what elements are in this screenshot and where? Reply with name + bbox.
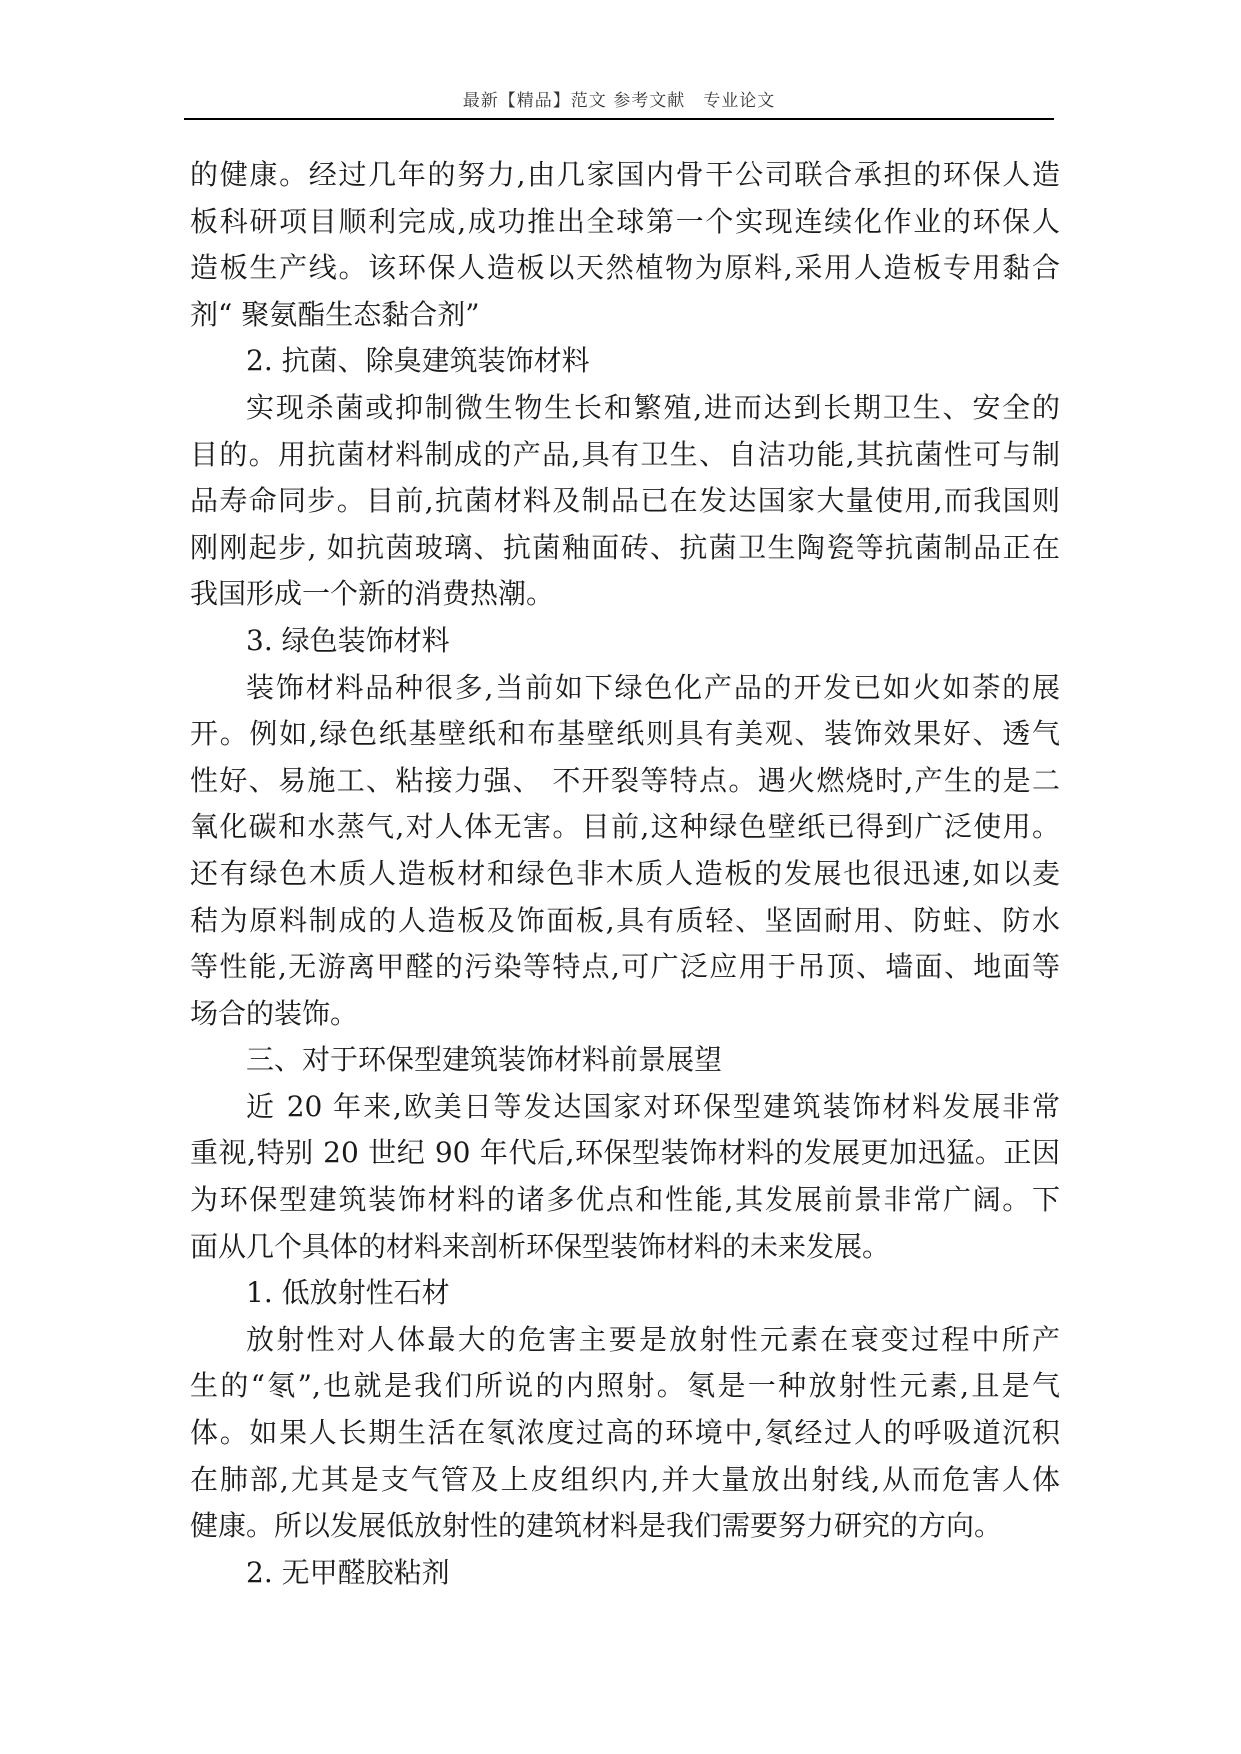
- text-line: 2. 无甲醛胶粘剂: [246, 1555, 450, 1589]
- text-line: 开。例如,绿色纸基壁纸和布基壁纸则具有美观、装饰效果好、透气: [190, 717, 1060, 751]
- text-line: 三、对于环保型建筑装饰材料前景展望: [246, 1043, 723, 1077]
- text-line: 还有绿色木质人造板材和绿色非木质人造板的发展也很迅速,如以麦: [190, 856, 1060, 890]
- text-line: 装饰材料品种很多,当前如下绿色化产品的开发已如火如荼的展: [246, 670, 1060, 704]
- text-line: 造板生产线。该环保人造板以天然植物为原料,采用人造板专用黏合: [190, 251, 1060, 285]
- text-line: 在肺部,尤其是支气管及上皮组织内,并大量放出射线,从而危害人体: [190, 1462, 1060, 1496]
- header-rule: [184, 118, 1054, 120]
- text-line: 1. 低放射性石材: [246, 1276, 450, 1310]
- text-line: 剂“ 聚氨酯生态黏合剂”: [190, 297, 480, 331]
- text-line: 为环保型建筑装饰材料的诸多优点和性能,其发展前景非常广阔。下: [190, 1183, 1060, 1217]
- text-line: 体。如果人长期生活在氡浓度过高的环境中,氡经过人的呼吸道沉积: [190, 1416, 1060, 1450]
- text-line: 我国形成一个新的消费热潮。: [190, 577, 555, 611]
- text-line: 目的。用抗菌材料制成的产品,具有卫生、自洁功能,其抗菌性可与制: [190, 437, 1060, 471]
- text-line: 放射性对人体最大的危害主要是放射性元素在衰变过程中所产: [246, 1322, 1060, 1356]
- text-line: 刚刚起步, 如抗茵玻璃、抗菌釉面砖、抗菌卫生陶瓷等抗菌制品正在: [190, 530, 1060, 564]
- page-header: 最新【精品】范文 参考文献 专业论文: [462, 91, 776, 111]
- text-line: 品寿命同步。目前,抗菌材料及制品已在发达国家大量使用,而我国则: [190, 484, 1060, 518]
- text-line: 健康。所以发展低放射性的建筑材料是我们需要努力研究的方向。: [190, 1509, 1003, 1543]
- text-line: 面从几个具体的材料来剖析环保型装饰材料的未来发展。: [190, 1229, 891, 1263]
- document-body: [190, 152, 1060, 1596]
- text-line: 氧化碳和水蒸气,对人体无害。目前,这种绿色壁纸已得到广泛使用。: [190, 810, 1060, 844]
- text-line: 3. 绿色装饰材料: [246, 623, 450, 657]
- text-line: 板科研项目顺利完成,成功推出全球第一个实现连续化作业的环保人: [190, 204, 1060, 238]
- text-line: 等性能,无游离甲醛的污染等特点,可广泛应用于吊顶、墙面、地面等: [190, 950, 1060, 984]
- text-line: 生的“氡”,也就是我们所说的内照射。氡是一种放射性元素,且是气: [190, 1369, 1060, 1403]
- text-line: 2. 抗菌、除臭建筑装饰材料: [246, 344, 590, 378]
- text-line: 场合的装饰。: [190, 996, 359, 1030]
- text-line: 的健康。经过几年的努力,由几家国内骨干公司联合承担的环保人造: [190, 158, 1060, 191]
- text-line: 近 20 年来,欧美日等发达国家对环保型建筑装饰材料发展非常: [246, 1089, 1060, 1123]
- text-line: 实现杀菌或抑制微生物生长和繁殖,进而达到长期卫生、安全的: [246, 390, 1060, 424]
- text-line: 重视,特别 20 世纪 90 年代后,环保型装饰材料的发展更加迅猛。正因: [190, 1136, 1060, 1170]
- text-line: 秸为原料制成的人造板及饰面板,具有质轻、坚固耐用、防蛀、防水: [190, 903, 1060, 937]
- text-line: 性好、易施工、粘接力强、 不开裂等特点。遇火燃烧时,产生的是二: [190, 763, 1060, 797]
